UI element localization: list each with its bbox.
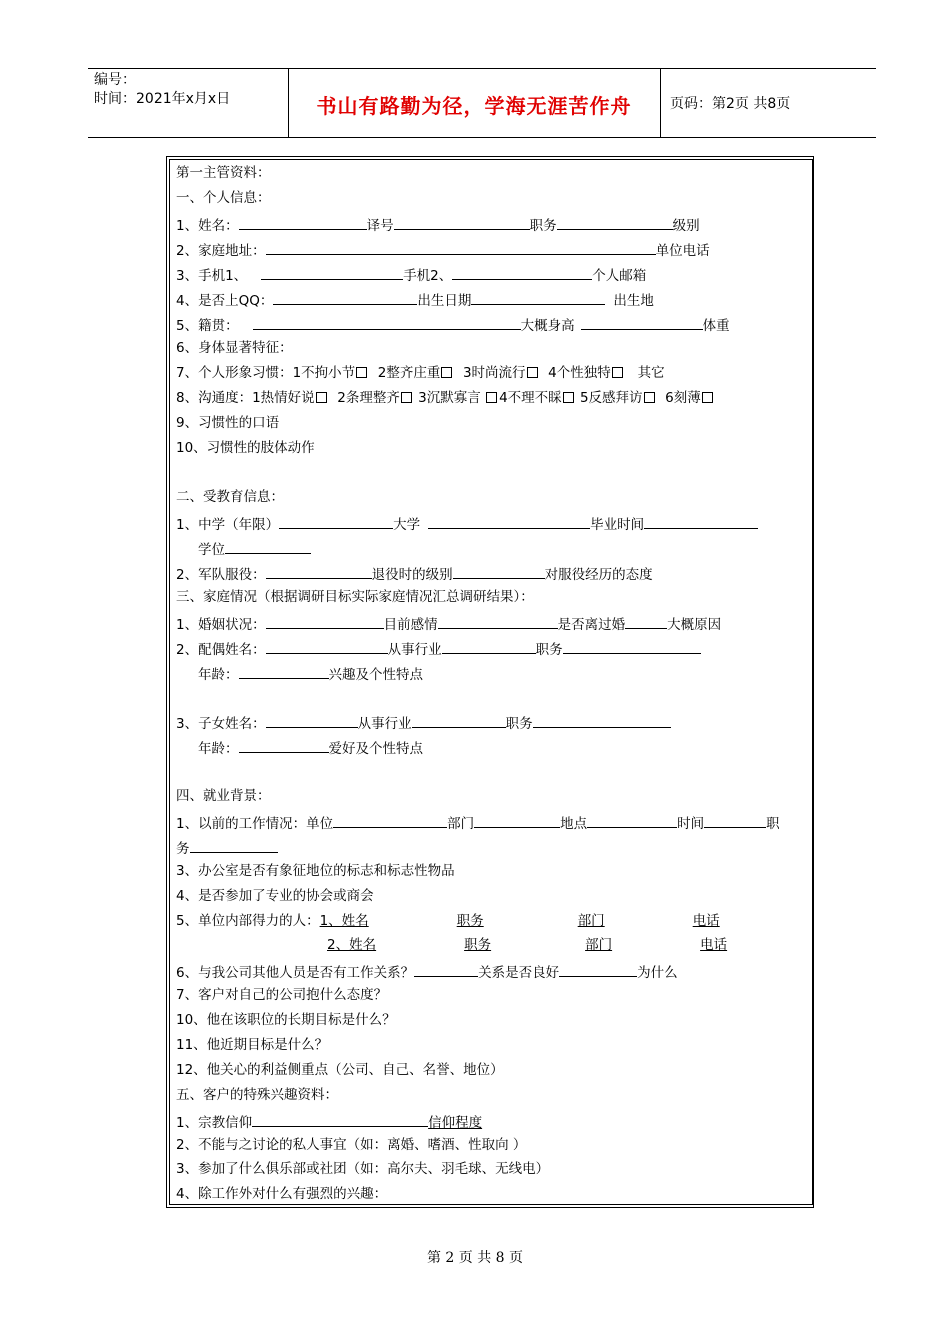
header-meta bbox=[94, 71, 284, 109]
row-catchphrase: 9、习惯性的口语 bbox=[176, 415, 280, 431]
header-page-label: 页码：第2页 共8页 bbox=[670, 96, 791, 112]
mobile1-field[interactable] bbox=[261, 264, 403, 280]
row-capable-1: 5、单位内部得力的人：1、姓名 职务 部门 电话 bbox=[176, 913, 720, 929]
grad-time-field[interactable] bbox=[644, 513, 758, 529]
section-personal-heading: 一、个人信息： bbox=[176, 190, 271, 206]
form-title: 第一主管资料： bbox=[176, 165, 271, 181]
address-field[interactable] bbox=[266, 239, 656, 255]
row-features: 6、身体显著特征： bbox=[176, 340, 293, 356]
row-qq: 4、是否上QQ： 出生日期 出生地 bbox=[176, 289, 654, 310]
section-employment-heading: 四、就业背景： bbox=[176, 788, 271, 804]
relation-good-field[interactable] bbox=[559, 961, 637, 977]
name-field[interactable] bbox=[239, 214, 367, 230]
habit-checkbox[interactable] bbox=[356, 367, 367, 378]
row-association: 4、是否参加了专业的协会或商会 bbox=[176, 888, 374, 904]
row-clubs: 3、参加了什么俱乐部或社团（如：高尔夫、羽毛球、无线电） bbox=[176, 1161, 550, 1177]
row-religion: 1、宗教信仰 信仰程度 bbox=[176, 1111, 482, 1132]
divorced-field[interactable] bbox=[625, 613, 667, 629]
marital-field[interactable] bbox=[266, 613, 384, 629]
capable-person-2[interactable]: 2、姓名 职务 部门 电话 bbox=[327, 937, 728, 953]
child-field[interactable] bbox=[266, 712, 358, 728]
comm-checkbox[interactable] bbox=[316, 392, 327, 403]
row-attitude: 7、客户对自己的公司抱什么态度？ bbox=[176, 987, 388, 1003]
feelings-field[interactable] bbox=[438, 613, 558, 629]
row-spouse-age: 年龄： 兴趣及个性特点 bbox=[198, 663, 423, 684]
row-prev-work: 1、以前的工作情况：单位 部门 地点 时间 职 bbox=[176, 812, 780, 833]
row-spouse: 2、配偶姓名： 从事行业 职务 bbox=[176, 638, 701, 659]
page-footer: 第 2 页 共 8 页 bbox=[426, 1250, 524, 1266]
row-capable-2 bbox=[327, 936, 727, 954]
section-education-heading: 二、受教育信息： bbox=[176, 489, 284, 505]
degree-field[interactable] bbox=[225, 538, 311, 554]
row-mobile: 3、手机1、 手机2、 个人邮箱 bbox=[176, 264, 646, 285]
habit-checkbox[interactable] bbox=[527, 367, 538, 378]
section-special-interest-heading: 五、客户的特殊兴趣资料： bbox=[176, 1087, 338, 1103]
row-short-goal: 11、他近期目标是什么？ bbox=[176, 1037, 329, 1053]
religion-field[interactable] bbox=[252, 1111, 428, 1127]
comm-checkbox[interactable] bbox=[401, 392, 412, 403]
school-field[interactable] bbox=[279, 513, 393, 529]
mobile2-field[interactable] bbox=[452, 264, 592, 280]
habit-checkbox[interactable] bbox=[441, 367, 452, 378]
qq-field[interactable] bbox=[273, 289, 417, 305]
prev-dept-field[interactable] bbox=[474, 812, 560, 828]
military-field[interactable] bbox=[266, 563, 372, 579]
habit-checkbox[interactable] bbox=[612, 367, 623, 378]
page-header bbox=[88, 68, 876, 138]
row-child-age: 年龄： 爱好及个性特点 bbox=[198, 737, 423, 758]
row-school: 1、中学（年限） 大学 毕业时间 bbox=[176, 513, 758, 534]
spouse-field[interactable] bbox=[266, 638, 388, 654]
row-marital: 1、婚姻状况： 目前感情 是否离过婚 大概原因 bbox=[176, 613, 721, 634]
row-office: 3、办公室是否有象征地位的标志和标志性物品 bbox=[176, 863, 455, 879]
row-relation: 6、与我公司其他人员是否有工作关系？ 关系是否良好 为什么 bbox=[176, 961, 678, 982]
row-native: 5、籍贯： 大概身高 体重 bbox=[176, 314, 730, 335]
header-divider bbox=[660, 69, 661, 137]
spouse-industry-field[interactable] bbox=[442, 638, 536, 654]
row-taboo: 2、不能与之讨论的私人事宜（如：离婚、嗜酒、性取向 ） bbox=[176, 1137, 527, 1153]
row-name: 1、姓名： 译号 职务 级别 bbox=[176, 214, 700, 235]
row-gesture: 10、习惯性的肢体动作 bbox=[176, 440, 315, 456]
row-prev-work-cont: 务 bbox=[176, 837, 278, 858]
comm-checkbox[interactable] bbox=[486, 392, 497, 403]
row-child: 3、子女姓名： 从事行业 职务 bbox=[176, 712, 671, 733]
row-communication: 8、沟通度：1热情好说 2条理整齐 3沉默寡言 4不理不睬 5反感拜访 6刻薄 bbox=[176, 389, 715, 407]
relation-field[interactable] bbox=[414, 961, 478, 977]
comm-checkbox[interactable] bbox=[702, 392, 713, 403]
prev-position-field[interactable] bbox=[190, 837, 278, 853]
row-military: 2、军队服役： 退役时的级别 对服役经历的态度 bbox=[176, 563, 653, 584]
row-address: 2、家庭地址： 单位电话 bbox=[176, 239, 710, 260]
comm-checkbox[interactable] bbox=[563, 392, 574, 403]
child-industry-field[interactable] bbox=[412, 712, 506, 728]
birthday-field[interactable] bbox=[471, 289, 605, 305]
row-habit: 7、个人形象习惯：1不拘小节 2整齐庄重 3时尚流行 4个性独特 其它 bbox=[176, 365, 665, 381]
spouse-age-field[interactable] bbox=[239, 663, 329, 679]
height-field[interactable] bbox=[581, 314, 703, 330]
doc-number-label: 编号： bbox=[94, 72, 136, 88]
row-long-goal: 10、他在该职位的长期目标是什么？ bbox=[176, 1012, 396, 1028]
native-field[interactable] bbox=[253, 314, 521, 330]
position-field[interactable] bbox=[557, 214, 673, 230]
doc-time-label: 时间：2021年x月x日 bbox=[94, 91, 231, 107]
university-field[interactable] bbox=[428, 513, 590, 529]
row-degree: 学位 bbox=[198, 538, 311, 559]
header-motto: 书山有路勤为径，学海无涯苦作舟 bbox=[316, 94, 632, 118]
child-position-field[interactable] bbox=[533, 712, 671, 728]
prev-place-field[interactable] bbox=[587, 812, 677, 828]
spouse-position-field[interactable] bbox=[563, 638, 701, 654]
prev-time-field[interactable] bbox=[704, 812, 766, 828]
comm-checkbox[interactable] bbox=[644, 392, 655, 403]
row-strong-interest: 4、除工作外对什么有强烈的兴趣： bbox=[176, 1186, 388, 1202]
child-age-field[interactable] bbox=[239, 737, 329, 753]
alias-field[interactable] bbox=[394, 214, 530, 230]
retire-level-field[interactable] bbox=[453, 563, 545, 579]
prev-unit-field[interactable] bbox=[333, 812, 447, 828]
capable-person-1[interactable]: 1、姓名 职务 部门 电话 bbox=[319, 913, 720, 929]
section-family-heading: 三、家庭情况（根据调研目标实际家庭情况汇总调研结果）： bbox=[176, 589, 534, 605]
row-interest-focus: 12、他关心的利益侧重点（公司、自己、名誉、地位） bbox=[176, 1062, 504, 1078]
